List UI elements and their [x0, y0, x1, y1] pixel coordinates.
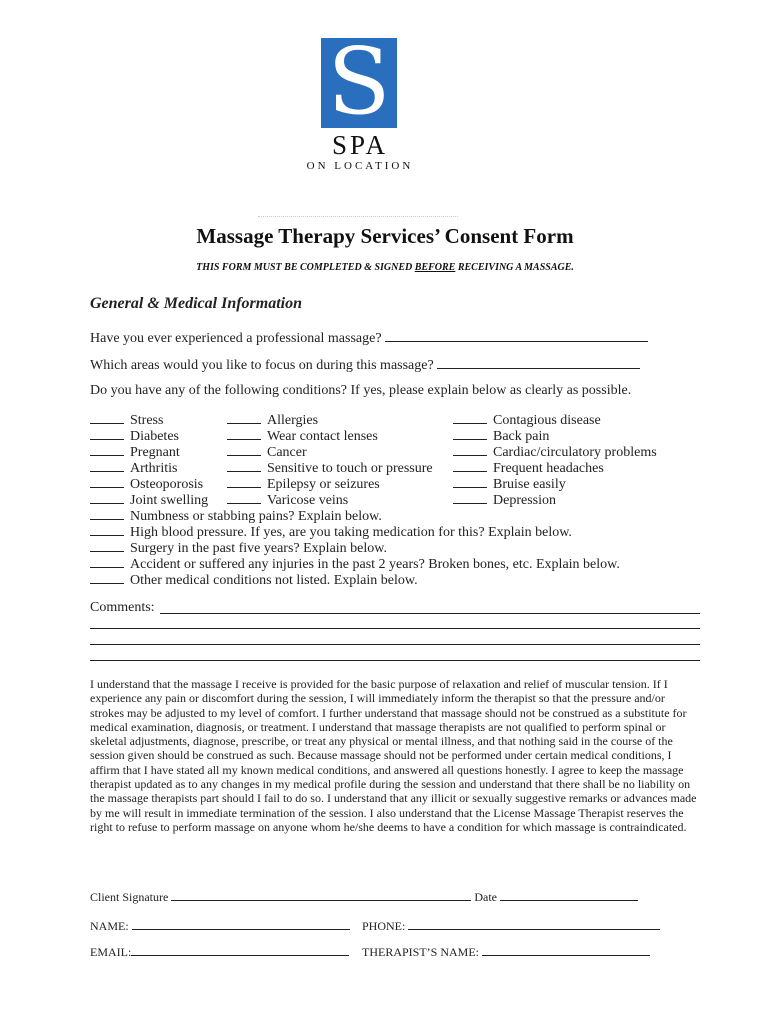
- name-label: NAME:: [90, 919, 129, 933]
- name-row: [90, 918, 350, 934]
- condition-blank[interactable]: [453, 411, 487, 424]
- condition-label: Frequent headaches: [493, 461, 604, 476]
- comments-field[interactable]: [90, 647, 700, 661]
- phone-label: PHONE:: [362, 919, 406, 933]
- condition-blank[interactable]: [90, 411, 124, 424]
- condition-blank[interactable]: [227, 411, 261, 424]
- therapist-name-field[interactable]: [482, 944, 650, 956]
- condition-label: Arthritis: [130, 461, 178, 476]
- condition-label: Osteoporosis: [130, 477, 204, 492]
- condition-blank[interactable]: [90, 443, 124, 456]
- condition-label: Epilepsy or seizures: [267, 477, 380, 492]
- condition-label: Allergies: [267, 413, 319, 428]
- comments-field[interactable]: [90, 615, 700, 629]
- condition-blank[interactable]: [90, 523, 124, 536]
- consent-paragraph: I understand that the massage I receive is provided for the basic purpose of relaxation and relief of muscular tension. If I experience any pain or discomfort during the session, I will immediately inform the therapist so that the pressure and/or strokes may be adjusted to my level of comfort. I further understand that massage should not be construed as a substitute for medical examination, diagnosis, or treatment. I understand that massage therapists are not qualified to perform spinal or skeletal adjustments, diagnose, prescribe, or treat any physical or mental illness, and that nothing said in the course of the session given should be construed as such. Because massage should not be performed under certain medical conditions, I affirm that I have stated all my known medical conditions, and answered all questions honestly. I agree to keep the massage therapist updated as to any changes in my medical profile during the session and understand that there shall be no liability on the massage therapists part should I fail to do so. I understand that any illicit or sexually suggestive remarks or advances made by me will result in immediate termination of the session. I also understand that the License Massage Therapist reserves the right to refuse to perform massage on anyone whom he/she deems to have a condition for which massage is contraindicated.: [90, 677, 697, 834]
- notice-emphasis: BEFORE: [414, 262, 456, 273]
- spa-logo: [280, 28, 440, 176]
- condition-item: [90, 571, 418, 589]
- condition-label: Sensitive to touch or pressure: [267, 461, 433, 476]
- condition-blank[interactable]: [90, 507, 124, 520]
- question-label: Which areas would you like to focus on during this massage?: [90, 358, 434, 373]
- condition-label: Cancer: [267, 445, 307, 460]
- condition-label: Diabetes: [130, 429, 179, 444]
- condition-label: Bruise easily: [493, 477, 566, 492]
- therapist-name-label: THERAPIST’S NAME:: [362, 945, 480, 959]
- condition-blank[interactable]: [90, 475, 124, 488]
- question-label: Do you have any of the following conditions? If yes, please explain below as clearly as possible.: [90, 383, 632, 398]
- condition-blank[interactable]: [90, 571, 124, 584]
- condition-label: Numbness or stabbing pains? Explain below.: [130, 509, 382, 524]
- condition-blank[interactable]: [227, 459, 261, 472]
- condition-label: Accident or suffered any injuries in the past 2 years? Broken bones, etc. Explain below.: [130, 557, 620, 572]
- condition-blank[interactable]: [90, 555, 124, 568]
- condition-label: Pregnant: [130, 445, 180, 460]
- focus-areas-field[interactable]: [437, 355, 640, 369]
- email-field[interactable]: [131, 944, 349, 956]
- logo-tagline: ON LOCATION: [306, 160, 414, 172]
- notice: [0, 261, 770, 275]
- date-label: Date: [474, 890, 497, 904]
- email-label: EMAIL:: [90, 945, 132, 959]
- client-signature-label: Client Signature: [90, 890, 169, 904]
- question-focus-areas: [90, 355, 640, 375]
- condition-label: Stress: [130, 413, 164, 428]
- date-field[interactable]: [500, 889, 638, 901]
- condition-blank[interactable]: [453, 475, 487, 488]
- condition-blank[interactable]: [90, 459, 124, 472]
- condition-blank[interactable]: [453, 443, 487, 456]
- section-heading: General & Medical Information: [90, 295, 303, 312]
- condition-label: Surgery in the past five years? Explain below.: [130, 541, 387, 556]
- condition-label: Other medical conditions not listed. Explain below.: [130, 573, 418, 588]
- condition-label: High blood pressure. If yes, are you taking medication for this? Explain below.: [130, 525, 572, 540]
- phone-field[interactable]: [408, 918, 660, 930]
- comments-field[interactable]: [90, 631, 700, 645]
- condition-label: Joint swelling: [130, 493, 209, 508]
- prior-massage-field[interactable]: [385, 328, 648, 342]
- condition-item: [453, 491, 556, 509]
- condition-blank[interactable]: [227, 491, 261, 504]
- condition-blank[interactable]: [453, 459, 487, 472]
- condition-blank[interactable]: [227, 443, 261, 456]
- logo-letter: S: [327, 28, 391, 135]
- condition-blank[interactable]: [453, 427, 487, 440]
- condition-blank[interactable]: [453, 491, 487, 504]
- logo-mark: [321, 28, 397, 135]
- therapist-row: [362, 944, 650, 960]
- condition-label: Back pain: [493, 429, 550, 444]
- question-conditions: [90, 382, 631, 400]
- question-prior-massage: [90, 328, 648, 348]
- question-label: Have you ever experienced a professional massage?: [90, 331, 382, 346]
- logo-brand: SPA: [331, 130, 389, 160]
- comments-label: Comments:: [90, 600, 155, 615]
- divider: [258, 216, 458, 217]
- condition-blank[interactable]: [227, 475, 261, 488]
- notice-pre: THIS FORM MUST BE COMPLETED & SIGNED: [196, 262, 415, 273]
- condition-label: Cardiac/circulatory problems: [493, 445, 657, 460]
- condition-blank[interactable]: [90, 539, 124, 552]
- notice-post: RECEIVING A MASSAGE.: [455, 262, 574, 273]
- comments-field[interactable]: [160, 599, 700, 614]
- phone-row: [362, 918, 660, 934]
- condition-blank[interactable]: [90, 427, 124, 440]
- condition-blank[interactable]: [90, 491, 124, 504]
- name-field[interactable]: [132, 918, 350, 930]
- condition-blank[interactable]: [227, 427, 261, 440]
- email-row: [90, 944, 349, 960]
- client-signature-row: [90, 889, 638, 905]
- condition-label: Wear contact lenses: [267, 429, 378, 444]
- condition-label: Varicose veins: [267, 493, 349, 508]
- client-signature-field[interactable]: [171, 889, 471, 901]
- condition-label: Contagious disease: [493, 413, 601, 428]
- condition-label: Depression: [493, 493, 556, 508]
- page-title: Massage Therapy Services’ Consent Form: [196, 224, 574, 248]
